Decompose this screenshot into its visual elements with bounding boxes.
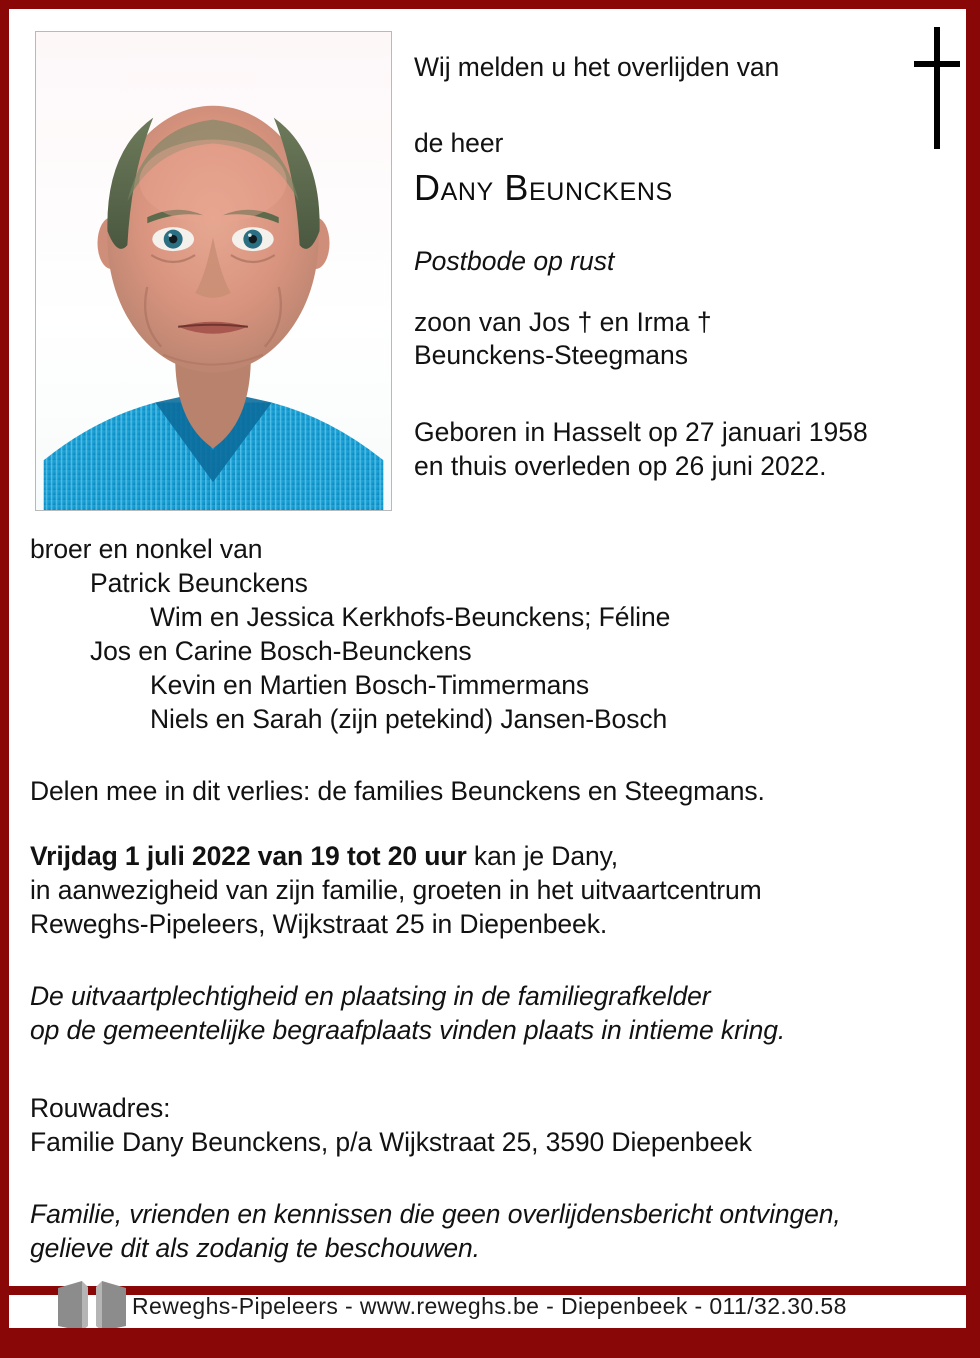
card-header-area [9, 9, 966, 509]
mourning-address-block [30, 1091, 945, 1159]
reweghs-pillars-logo-icon [52, 1281, 128, 1335]
portrait-illustration [36, 32, 391, 510]
wake-line-3: Reweghs-Pipeleers, Wijkstraat 25 in Diepenbeek. [30, 909, 608, 939]
wake-line-1 [30, 839, 945, 873]
notice-line-1: Familie, vrienden en kennissen die geen overlijdensbericht ontvingen, [30, 1199, 841, 1229]
deceased-portrait-photo [35, 31, 392, 511]
dates-block [414, 415, 868, 483]
ceremony-line-1: De uitvaartplechtigheid en plaatsing in de familiegrafkelder [30, 981, 711, 1011]
parents-line-2: Beunckens-Steegmans [414, 340, 688, 370]
latin-cross-icon [914, 27, 960, 149]
family-block [30, 532, 945, 736]
family-heading: broer en nonkel van [30, 534, 263, 564]
birth-line: Geboren in Hasselt op 27 januari 1958 [414, 417, 868, 447]
deceased-last-name: Beunckens [504, 167, 673, 208]
wake-block [30, 839, 945, 941]
parents-line-1: zoon van Jos † en Irma † [414, 307, 712, 337]
wake-datetime: Vrijdag 1 juli 2022 van 19 tot 20 uur [30, 841, 467, 871]
profession-text: Postbode op rust [414, 246, 615, 276]
deceased-name [414, 164, 673, 212]
footer-bar [9, 1281, 966, 1349]
family-member: Jos en Carine Bosch-Beunckens [90, 636, 472, 666]
family-member: Kevin en Martien Bosch-Timmermans [150, 670, 589, 700]
pillars-icon [52, 1281, 128, 1335]
footer-rule-bottom [9, 1328, 966, 1349]
ceremony-block [30, 979, 945, 1047]
memorial-card [9, 9, 966, 1349]
general-notice-block [30, 1197, 945, 1265]
ceremony-line-2: op de gemeentelijke begraafplaats vinden plaats in intieme kring. [30, 1015, 786, 1045]
deceased-first-name: Dany [414, 167, 494, 208]
condolence-text: Delen mee in dit verlies: de families Beunckens en Steegmans. [30, 776, 765, 806]
footer-contact-text: Reweghs-Pipeleers - www.reweghs.be - Diepenbeek - 011/32.30.58 [132, 1293, 847, 1319]
wake-line-1-rest: kan je Dany, [466, 841, 619, 871]
announcement-text: Wij melden u het overlijden van [414, 52, 780, 82]
wake-line-2: in aanwezigheid van zijn familie, groeten in het uitvaartcentrum [30, 875, 762, 905]
family-member: Niels en Sarah (zijn petekind) Jansen-Bosch [150, 704, 668, 734]
death-line: en thuis overleden op 26 juni 2022. [414, 451, 827, 481]
mourning-address-label: Rouwadres: [30, 1093, 171, 1123]
parents-block [414, 306, 712, 372]
honorific-text: de heer [414, 128, 504, 158]
family-member: Patrick Beunckens [90, 568, 308, 598]
mourning-address-value: Familie Dany Beunckens, p/a Wijkstraat 25, 3590 Diepenbeek [30, 1127, 752, 1157]
notice-line-2: gelieve dit als zodanig te beschouwen. [30, 1233, 480, 1263]
header-text-column [414, 9, 966, 509]
family-member: Wim en Jessica Kerkhofs-Beunckens; Féline [150, 602, 671, 632]
